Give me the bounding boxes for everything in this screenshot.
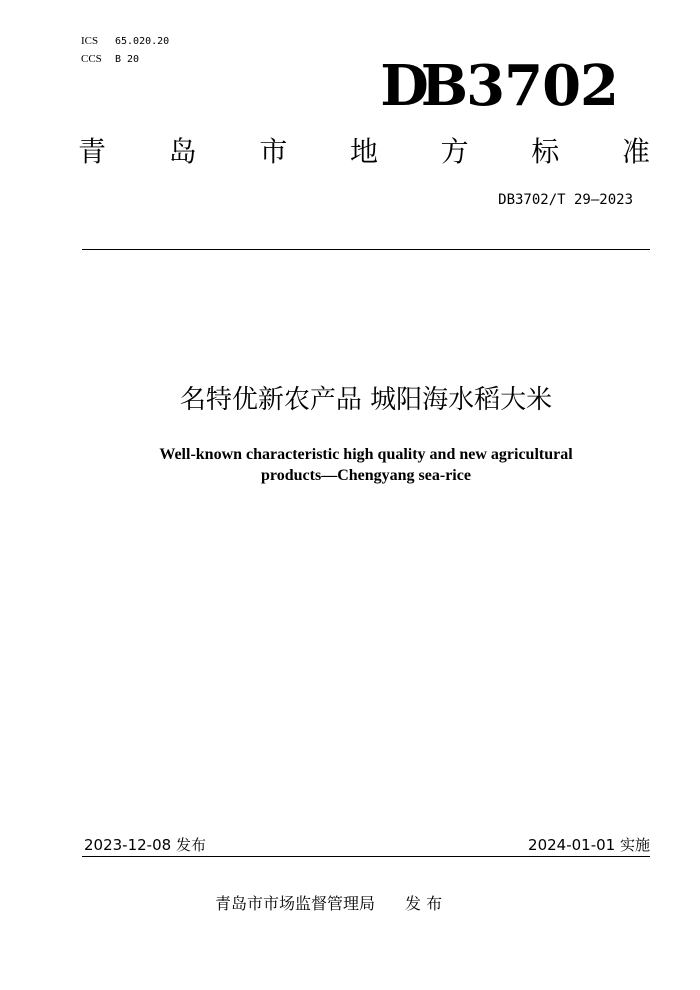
standard-type-char: 市 [259, 135, 288, 168]
document-title-en [82, 444, 650, 486]
issue-action: 发 布 [405, 894, 443, 913]
ics-label: ICS [81, 35, 99, 47]
ics-classification [81, 34, 169, 49]
ccs-code: B 20 [115, 54, 140, 65]
document-title-en-line-2: products—Chengyang sea-rice [261, 467, 471, 484]
issuer-name: 青岛市市场监督管理局 [215, 894, 376, 913]
standard-logo-prefix: DB [380, 53, 461, 119]
standard-type-char: 方 [440, 135, 469, 168]
ccs-label: CCS [81, 53, 102, 65]
standard-number: DB3702/T 29—2023 [498, 192, 633, 208]
standard-type-char: 准 [621, 135, 650, 168]
standard-type-char: 标 [531, 135, 560, 168]
issue-date: 2023-12-08 发布 [84, 836, 206, 854]
standard-type-char: 青 [78, 135, 107, 168]
standard-logo-code: 3702 [466, 53, 618, 119]
issuing-authority [215, 893, 442, 915]
document-title-cn: 名特优新农产品 城阳海水稻大米 [179, 385, 553, 415]
standard-type-char: 地 [349, 135, 378, 168]
standard-type-heading [78, 134, 650, 170]
footer-divider [82, 856, 650, 857]
document-title-en-line-1: Well-known characteristic high quality and new agricultural [159, 446, 573, 463]
standard-logo [380, 54, 618, 118]
ccs-classification [81, 52, 139, 67]
ics-code: 65.020.20 [115, 36, 170, 47]
implementation-date: 2024-01-01 实施 [528, 836, 650, 854]
header-divider [82, 249, 650, 250]
standard-type-char: 岛 [168, 135, 197, 168]
